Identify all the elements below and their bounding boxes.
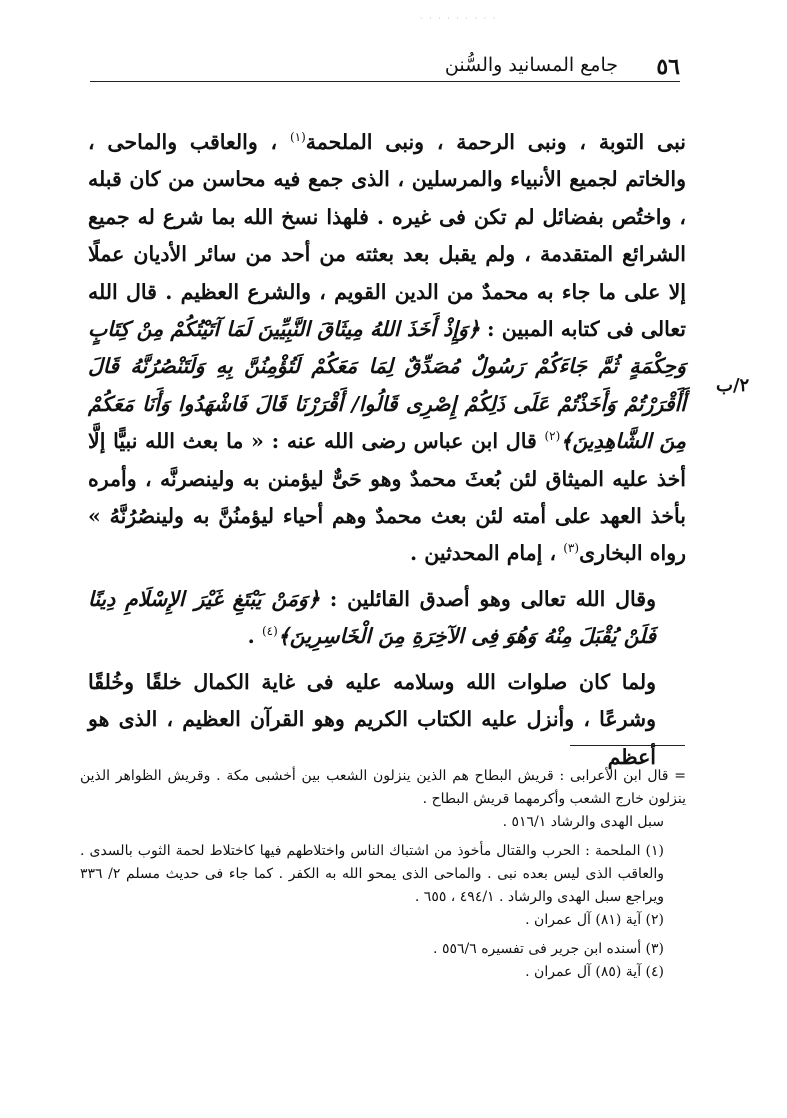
book-title: جامع المسانيد والسُّنن bbox=[444, 54, 618, 76]
footnote-ref-2: (٢) bbox=[544, 429, 561, 444]
footnote-ref-3: (٣) bbox=[563, 541, 580, 556]
text-run: ، والعاقب والماحى ، والخاتم لجميع الأنبياء والمرسلين ، الذى جمع فيه محاسن من كان قبله ، واختُص بفضائل لم تكن فى غيره . فلهذا نسخ الله بما شرع له جميع الشرائع المتقدمة ، ولم يقبل بعد بعثته من أحد من سائر الأديان عملًا إلا على ما جاء به محمدٌ من الدين القويم ، والشرع العظيم . قال الله تعالى فى كتابه المبين : bbox=[88, 130, 686, 342]
text-run: ، إمام المحدثين . bbox=[410, 541, 564, 566]
text-run: . bbox=[247, 624, 262, 649]
footnote-ref-4: (٤) bbox=[261, 624, 278, 639]
paragraph-1 bbox=[88, 124, 686, 573]
footnote-rule bbox=[570, 745, 685, 746]
text-run: قال ابن عباس رضى الله عنه : « ما بعث الله نبيًّا إلَّا أخذ عليه الميثاق لئن بُعثَ محمدٌ وهو حَىٌّ ليؤمنن به ولينصرنَّه ، وأمره بأخذ العهد على أمته لئن بعث محمدٌ وهم أحياء ليؤمنُنَّ به ولينصُرُنَّهُ » رواه البخارى bbox=[88, 429, 686, 566]
quran-verse-1: ﴿وَإِذْ أَخَذَ اللهُ مِيثَاقَ النَّبِيِّينَ لَمَا آتَيْتُكُمْ مِنْ كِتَابٍ وَحِكْمَةٍ ثُمَّ جَاءَكُمْ رَسُولٌ مُصَدِّقٌ لِمَا مَعَكُمْ لَتُؤْمِنُنَّ بِهِ وَلَتَنْصُرُنَّهُ قَالَ أَأَقْرَرْتُمْ وَأَخَذْتُمْ عَلَى ذَلِكُمْ إِصْرِى قَالُوا/ أَقْرَرْنَا قَالَ فَاشْهَدُوا وَأَنَا مَعَكُمْ مِنَ الشَّاهِدِينَ﴾ bbox=[88, 317, 687, 454]
main-text bbox=[88, 124, 686, 776]
text-run: نبى التوبة ، ونبى الرحمة ، ونبى الملحمة bbox=[305, 130, 686, 154]
running-header bbox=[90, 52, 680, 78]
footnote-1: (١) الملحمة : الحرب والقتال مأخوذ من اشتباك الناس واختلاطهم فيها كاختلاط لحمة الثوب بالسدى . والعاقب الذى ليس بعده نبى . والماحى الذى يمحو الله به الكفر . كما جاء فى حديث مسلم ٢/ ٣٣٦ ويراجع سبل الهدى والرشاد . ٤٩٤/١ ، ٦٥٥ . bbox=[80, 843, 664, 905]
quran-verse-2: ﴿وَمَنْ يَبْتَغِ غَيْرَ الإِسْلَامِ دِينًا فَلَنْ يُقْبَلَ مِنْهُ وَهُوَ فِى الآخِرَةِ مِنَ الْخَاسِرِينَ﴾ bbox=[88, 586, 656, 649]
footnote-continuation: = قال ابن الأعرابى : قريش البطاح هم الذين ينزلون الشعب بين أخشبى مكة . وقريش الظواهر الذين ينزلون خارج الشعب وأكرمهما قريش البطاح . bbox=[80, 768, 686, 807]
footnotes bbox=[80, 765, 686, 984]
footnote-3: (٣) أسنده ابن جرير فى تفسيره ٥٥٦/٦ . bbox=[433, 941, 664, 957]
footnote-source: سبل الهدى والرشاد ٥١٦/١ . bbox=[502, 814, 664, 830]
footnote-ref-1: (١) bbox=[289, 130, 306, 145]
header-rule bbox=[90, 81, 680, 82]
manuscript-folio-note: ٢/ب bbox=[716, 375, 750, 396]
page-number: ٥٦ bbox=[656, 54, 680, 80]
text-run: وقال الله تعالى وهو أصدق القائلين : bbox=[319, 586, 657, 611]
footnote-4: (٤) آية (٨٥) آل عمران . bbox=[525, 964, 664, 980]
text-run: ولما كان صلوات الله وسلامه عليه فى غاية الكمال خلقًا وخُلقًا وشرعًا ، وأنزل عليه الكتاب الكريم وهو القرآن العظيم ، الذى هو أعظم bbox=[88, 669, 656, 769]
scan-speckle: · · · · · · · · · bbox=[420, 14, 498, 23]
paragraph-3 bbox=[88, 664, 686, 776]
paragraph-2 bbox=[88, 581, 686, 656]
footnote-2: (٢) آية (٨١) آل عمران . bbox=[525, 912, 664, 928]
